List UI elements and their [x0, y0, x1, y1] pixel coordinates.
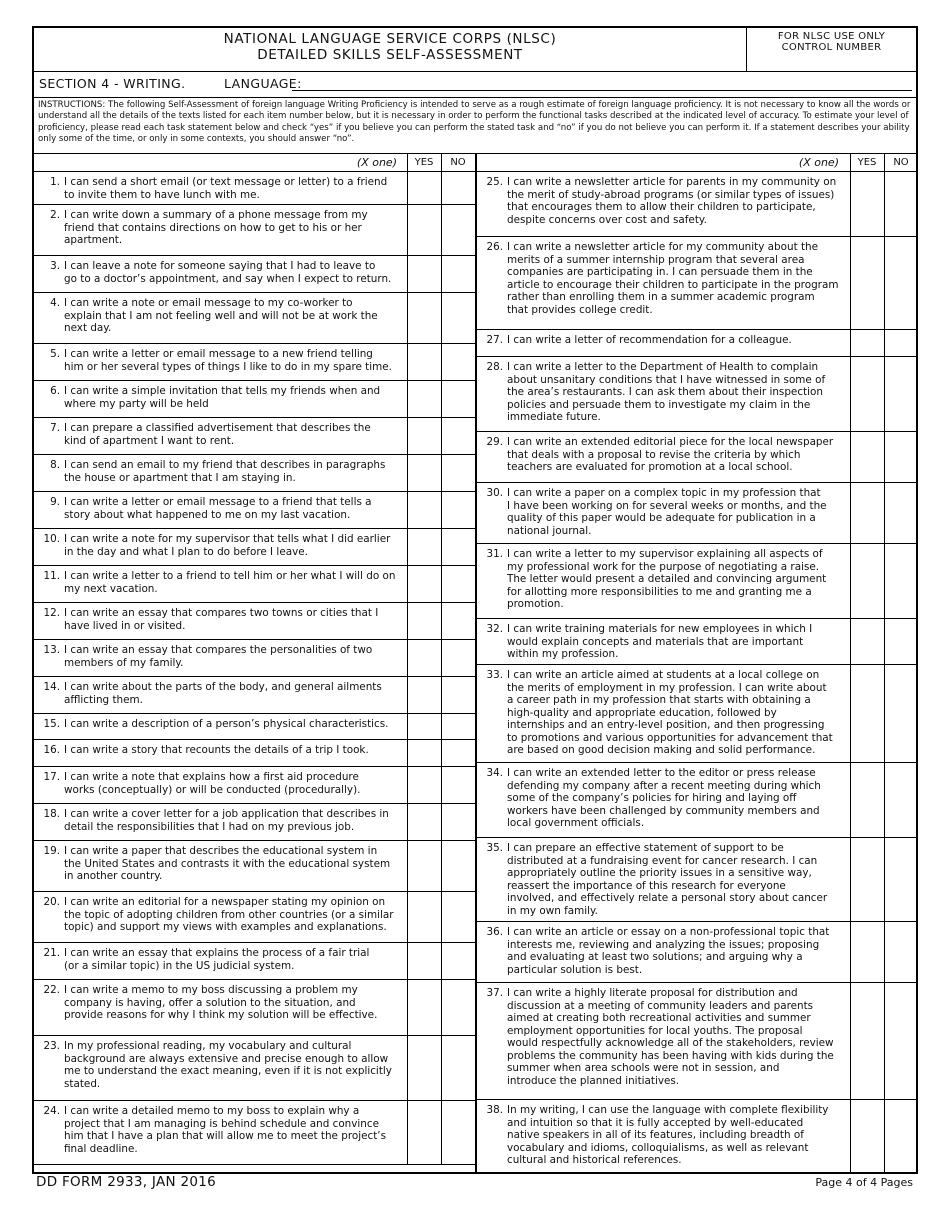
item-number: 27. [486, 334, 503, 346]
no-checkbox[interactable] [441, 892, 475, 942]
yes-checkbox[interactable] [407, 1101, 441, 1164]
item-row [477, 763, 916, 838]
item-row [477, 619, 916, 665]
form-title-line2: DETAILED SKILLS SELF-ASSESSMENT [257, 47, 523, 63]
item-number: 16. [43, 744, 60, 756]
item-text: I can write an essay that compares the personalities of two members of my family. [64, 644, 373, 669]
no-checkbox[interactable] [441, 172, 475, 204]
item-number: 36. [486, 926, 503, 938]
item-row [34, 344, 475, 381]
item-number: 6. [50, 385, 60, 397]
language-label: LANGUAGE: [224, 76, 302, 91]
yes-checkbox[interactable] [850, 665, 884, 762]
item-row [34, 205, 475, 256]
no-checkbox[interactable] [441, 980, 475, 1035]
item-text: I can write an article aimed at students at a local college on the merits of employment in my profession. I can write about a career path in my profession that starts with obtaining a high-quality and appropriate education, followed by internships and an entry-level position, and then progressing to promotions and various opportunities for advancement that are based on good decision making and solid performance. [507, 669, 833, 756]
item-text: I can write an article or essay on a non-professional topic that interests me, reviewing and analyzing the issues; proposing and evaluating at least two solutions; and arguing why a particular solution is best. [507, 926, 830, 976]
no-checkbox[interactable] [884, 619, 918, 664]
item-row [34, 1036, 475, 1101]
item-text: I can write a simple invitation that tells my friends when and where my party will be held [64, 385, 381, 410]
item-text: I can write an extended editorial piece for the local newspaper that deals with a proposal to revise the criteria by which teachers are evaluated for promotion at a local school. [507, 436, 834, 473]
yes-checkbox[interactable] [407, 205, 441, 255]
item-number: 34. [486, 767, 503, 779]
item-text: I can leave a note for someone saying that I had to leave to go to a doctor’s appointment, and say when I expect to return. [64, 260, 392, 285]
item-number: 4. [50, 297, 60, 309]
item-number: 22. [43, 984, 60, 996]
yes-checkbox[interactable] [407, 293, 441, 343]
item-row [34, 892, 475, 943]
yes-checkbox[interactable] [407, 256, 441, 292]
item-number: 32. [486, 623, 503, 635]
yes-checkbox[interactable] [407, 603, 441, 639]
item-row [34, 740, 475, 767]
no-checkbox[interactable] [441, 804, 475, 840]
item-number: 17. [43, 771, 60, 783]
item-number: 11. [43, 570, 60, 582]
item-row [34, 381, 475, 418]
item-text: I can send a short email (or text message or letter) to a friend to invite them to have lunch with me. [64, 176, 388, 201]
item-text: I can write a newsletter article for my community about the merits of a summer internship program that several area companies are participating in. I can persuade them in the article to encourage their children to participate in the program rather than enrolling them in a summer academic program that provides college credit. [507, 241, 839, 316]
item-text: I can write an essay that compares two towns or cities that I have lived in or visited. [64, 607, 379, 632]
item-text: I can write a paper that describes the educational system in the United States and contrasts it with the educational system in another country. [64, 845, 391, 882]
item-row [34, 640, 475, 677]
no-checkbox[interactable] [441, 566, 475, 602]
no-checkbox[interactable] [441, 714, 475, 739]
item-row [477, 665, 916, 763]
item-text: I can write a detailed memo to my boss to explain why a project that I am managing is behind schedule and convince him that I have a plan that will allow me to meet the project’s final deadline. [64, 1105, 387, 1155]
no-checkbox[interactable] [441, 767, 475, 803]
yes-checkbox[interactable] [850, 838, 884, 921]
item-number: 29. [486, 436, 503, 448]
item-text: In my writing, I can use the language with complete flexibility and intuition so that it is fully accepted by well-educated native speakers in all of its features, including breadth of vocabulary and idioms, colloquialisms, as well as relevant cultural and historical references. [507, 1104, 829, 1166]
no-checkbox[interactable] [884, 432, 918, 482]
item-row [477, 432, 916, 483]
instructions-text: INSTRUCTIONS: The following Self-Assessment of foreign language Writing Proficiency is intended to serve as a rough estimate of foreign language proficiency. It is not necessary to know all the words or understand all the details of the texts listed for each item number below, but it is necessary in order to perform the functional tasks described at the indicated level of accuracy. To estimate your level of proficiency, please read each task statement below and check “yes” if you believe you can perform the stated task and “no” if you do not believe you can perform it. If a statement describes your ability only some of the time, or only in some contexts, you should answer “no”. [38, 100, 911, 144]
item-row [34, 603, 475, 640]
item-row [34, 418, 475, 455]
no-checkbox[interactable] [441, 205, 475, 255]
yes-checkbox[interactable] [407, 455, 441, 491]
yes-checkbox[interactable] [407, 892, 441, 942]
item-text: I can write a story that recounts the details of a trip I took. [64, 744, 369, 756]
yes-checkbox[interactable] [850, 544, 884, 618]
item-row [477, 1100, 916, 1174]
yes-checkbox[interactable] [850, 330, 884, 356]
item-text: I can send an email to my friend that describes in paragraphs the house or apartment that I am staying in. [64, 459, 386, 484]
item-row [34, 256, 475, 293]
language-input[interactable] [292, 90, 912, 91]
yes-header: YES [857, 157, 877, 168]
no-checkbox[interactable] [441, 455, 475, 491]
no-checkbox[interactable] [441, 1101, 475, 1164]
item-number: 25. [486, 176, 503, 188]
yes-checkbox[interactable] [850, 357, 884, 431]
item-row [34, 714, 475, 740]
item-text: I can write about the parts of the body, and general ailments afflicting them. [64, 681, 382, 706]
item-number: 31. [486, 548, 503, 560]
item-number: 9. [50, 496, 60, 508]
item-row [34, 943, 475, 980]
item-text: I can write a letter or email message to a new friend telling him or her several types of things I like to do in my spare time. [64, 348, 392, 373]
yes-checkbox[interactable] [407, 980, 441, 1035]
no-checkbox[interactable] [884, 983, 918, 1099]
yes-checkbox[interactable] [407, 767, 441, 803]
item-text: I can write a letter or email message to a friend that tells a story about what happened to me on my last vacation. [64, 496, 372, 521]
yes-checkbox[interactable] [407, 943, 441, 979]
yes-checkbox[interactable] [407, 172, 441, 204]
item-text: I can write a highly literate proposal for distribution and discussion at a meeting of community leaders and parents aimed at creating both recreational activities and summer employment opportunities for local youths. The proposal would respectfully acknowledge all of the stakeholders, review problems the community has been having with kids during the summer when area schools were not in session, and introduce the planned initiatives. [507, 987, 834, 1087]
item-row [477, 172, 916, 237]
item-number: 28. [486, 361, 503, 373]
item-text: I can write a letter to my supervisor explaining all aspects of my professional work for the purpose of negotiating a raise. The letter would present a detailed and convincing argument for allotting more responsibilities to me and granting me a promotion. [507, 548, 827, 610]
item-number: 10. [43, 533, 60, 545]
no-checkbox[interactable] [441, 841, 475, 891]
no-checkbox[interactable] [441, 740, 475, 766]
yes-header: YES [414, 157, 434, 168]
no-checkbox[interactable] [441, 603, 475, 639]
column-header-left [34, 153, 475, 172]
item-number: 30. [486, 487, 503, 499]
column-header-right [477, 153, 916, 172]
no-checkbox[interactable] [884, 544, 918, 618]
item-row [34, 293, 475, 344]
item-number: 3. [50, 260, 60, 272]
no-checkbox[interactable] [884, 763, 918, 837]
item-text: I can write a note that explains how a first aid procedure works (conceptually) or will be conducted (procedurally). [64, 771, 361, 796]
yes-checkbox[interactable] [407, 804, 441, 840]
section-label: SECTION 4 - WRITING. [39, 76, 186, 91]
no-checkbox[interactable] [441, 492, 475, 528]
item-row [34, 566, 475, 603]
form-frame [32, 26, 918, 1174]
item-number: 15. [43, 718, 60, 730]
item-number: 12. [43, 607, 60, 619]
item-text: I can write a description of a person’s physical characteristics. [64, 718, 389, 730]
form-title-line1: NATIONAL LANGUAGE SERVICE CORPS (NLSC) [223, 31, 557, 47]
item-number: 5. [50, 348, 60, 360]
item-number: 38. [486, 1104, 503, 1116]
item-text: I can write training materials for new employees in which I would explain concepts and materials that are important within my profession. [507, 623, 813, 660]
x-one-label: (X one) [798, 156, 839, 169]
no-checkbox[interactable] [884, 922, 918, 982]
form-header [34, 28, 916, 72]
yes-checkbox[interactable] [407, 714, 441, 739]
item-number: 35. [486, 842, 503, 854]
item-row [34, 172, 475, 205]
item-row [477, 357, 916, 432]
no-checkbox[interactable] [441, 943, 475, 979]
item-row [34, 677, 475, 714]
section-bar [34, 71, 916, 98]
yes-checkbox[interactable] [407, 566, 441, 602]
no-checkbox[interactable] [884, 838, 918, 921]
control-label-line1: FOR NLSC USE ONLY [777, 31, 886, 42]
item-text: I can write a paper on a complex topic in my profession that I have been working on for several weeks or months, and the quality of this paper would be adequate for publication in a national journal. [507, 487, 827, 537]
item-number: 19. [43, 845, 60, 857]
item-text: I can write an editorial for a newspaper stating my opinion on the topic of adopting children from other countries (or a similar topic) and support my views with examples and explanations. [64, 896, 394, 933]
item-row [477, 922, 916, 983]
yes-checkbox[interactable] [407, 381, 441, 417]
yes-checkbox[interactable] [407, 841, 441, 891]
item-number: 23. [43, 1040, 60, 1052]
item-number: 2. [50, 209, 60, 221]
item-row [34, 804, 475, 841]
item-text: I can write a memo to my boss discussing a problem my company is having, offer a solution to the situation, and provide reasons for why I think my solution will be effective. [64, 984, 378, 1021]
yes-checkbox[interactable] [407, 344, 441, 380]
item-row [34, 529, 475, 566]
item-text: I can write a note for my supervisor that tells what I did earlier in the day and what I plan to do before I leave. [64, 533, 391, 558]
item-number: 24. [43, 1105, 60, 1117]
no-checkbox[interactable] [441, 418, 475, 454]
no-header: NO [893, 157, 909, 168]
form-id: DD FORM 2933, JAN 2016 [36, 1174, 217, 1190]
control-number-box[interactable] [746, 28, 916, 71]
item-text: I can write a letter to a friend to tell him or her what I will do on my next vacation. [64, 570, 396, 595]
yes-checkbox[interactable] [407, 1036, 441, 1100]
no-checkbox[interactable] [884, 1100, 918, 1173]
no-checkbox[interactable] [441, 344, 475, 380]
item-row [34, 455, 475, 492]
item-row [477, 483, 916, 544]
item-number: 37. [486, 987, 503, 999]
yes-checkbox[interactable] [407, 418, 441, 454]
form-title [34, 31, 746, 63]
item-row [34, 767, 475, 804]
yes-checkbox[interactable] [407, 529, 441, 565]
no-header: NO [450, 157, 466, 168]
item-number: 8. [50, 459, 60, 471]
item-row [34, 980, 475, 1036]
no-checkbox[interactable] [441, 1036, 475, 1100]
no-checkbox[interactable] [441, 381, 475, 417]
item-row [34, 1101, 475, 1165]
no-checkbox[interactable] [441, 677, 475, 713]
yes-checkbox[interactable] [850, 983, 884, 1099]
yes-checkbox[interactable] [850, 483, 884, 543]
item-number: 33. [486, 669, 503, 681]
yes-checkbox[interactable] [407, 677, 441, 713]
item-number: 20. [43, 896, 60, 908]
no-checkbox[interactable] [441, 529, 475, 565]
yes-checkbox[interactable] [850, 432, 884, 482]
item-row [477, 237, 916, 330]
item-text: I can write a letter of recommendation for a colleague. [507, 334, 792, 346]
yes-checkbox[interactable] [850, 237, 884, 329]
item-text: I can write a note or email message to my co-worker to explain that I am not feeling well and will not be at work the next day. [64, 297, 378, 334]
no-checkbox[interactable] [441, 640, 475, 676]
yes-checkbox[interactable] [850, 172, 884, 236]
item-text: I can write a cover letter for a job application that describes in detail the responsibilities that I had on my previous job. [64, 808, 389, 833]
item-number: 18. [43, 808, 60, 820]
no-checkbox[interactable] [884, 172, 918, 236]
item-text: I can write a letter to the Department of Health to complain about unsanitary conditions that I have witnessed in some of the area’s restaurants. I can ask them about their inspection policies and persuade them to investigate my claim in the immediate future. [507, 361, 826, 423]
item-number: 26. [486, 241, 503, 253]
item-row [477, 544, 916, 619]
no-checkbox[interactable] [884, 357, 918, 431]
item-text: I can write an extended letter to the editor or press release defending my company after a recent meeting during which some of the company’s policies for hiring and laying off workers have been challenged by community members and local government officials. [507, 767, 821, 829]
item-row [477, 983, 916, 1100]
item-text: I can write an essay that explains the process of a fair trial (or a similar topic) in the US judicial system. [64, 947, 370, 972]
item-text: In my professional reading, my vocabulary and cultural background are always extensive and precise enough to allow me to understand the exact meaning, even if it is not explicitly stated. [64, 1040, 392, 1090]
item-number: 7. [50, 422, 60, 434]
yes-checkbox[interactable] [850, 922, 884, 982]
no-checkbox[interactable] [884, 237, 918, 329]
no-checkbox[interactable] [884, 330, 918, 356]
item-row [477, 330, 916, 357]
item-row [34, 492, 475, 529]
item-row [34, 841, 475, 892]
item-row [477, 838, 916, 922]
item-number: 13. [43, 644, 60, 656]
yes-checkbox[interactable] [407, 492, 441, 528]
no-checkbox[interactable] [441, 293, 475, 343]
no-checkbox[interactable] [441, 256, 475, 292]
yes-checkbox[interactable] [407, 640, 441, 676]
item-text: I can prepare a classified advertisement that describes the kind of apartment I want to rent. [64, 422, 371, 447]
yes-checkbox[interactable] [850, 619, 884, 664]
item-text: I can prepare an effective statement of support to be distributed at a fundraising event for cancer research. I can appropriately outline the priority issues in a sensitive way, reassert the importance of this research for everyone involved, and effectively relate a personal story about cancer in my own family. [507, 842, 828, 917]
yes-checkbox[interactable] [850, 1100, 884, 1173]
yes-checkbox[interactable] [407, 740, 441, 766]
item-number: 14. [43, 681, 60, 693]
no-checkbox[interactable] [884, 483, 918, 543]
no-checkbox[interactable] [884, 665, 918, 762]
item-number: 21. [43, 947, 60, 959]
item-number: 1. [50, 176, 60, 188]
control-label-line2: CONTROL NUMBER [781, 42, 882, 53]
page-number: Page 4 of 4 Pages [815, 1176, 913, 1189]
yes-checkbox[interactable] [850, 763, 884, 837]
item-text: I can write a newsletter article for parents in my community on the merit of study-abroad programs (or similar types of issues) that encourages them to allow their children to participate, despite concerns over cost and safety. [507, 176, 837, 226]
item-text: I can write down a summary of a phone message from my friend that contains directions on how to get to his or her apartment. [64, 209, 368, 246]
x-one-label: (X one) [356, 156, 397, 169]
